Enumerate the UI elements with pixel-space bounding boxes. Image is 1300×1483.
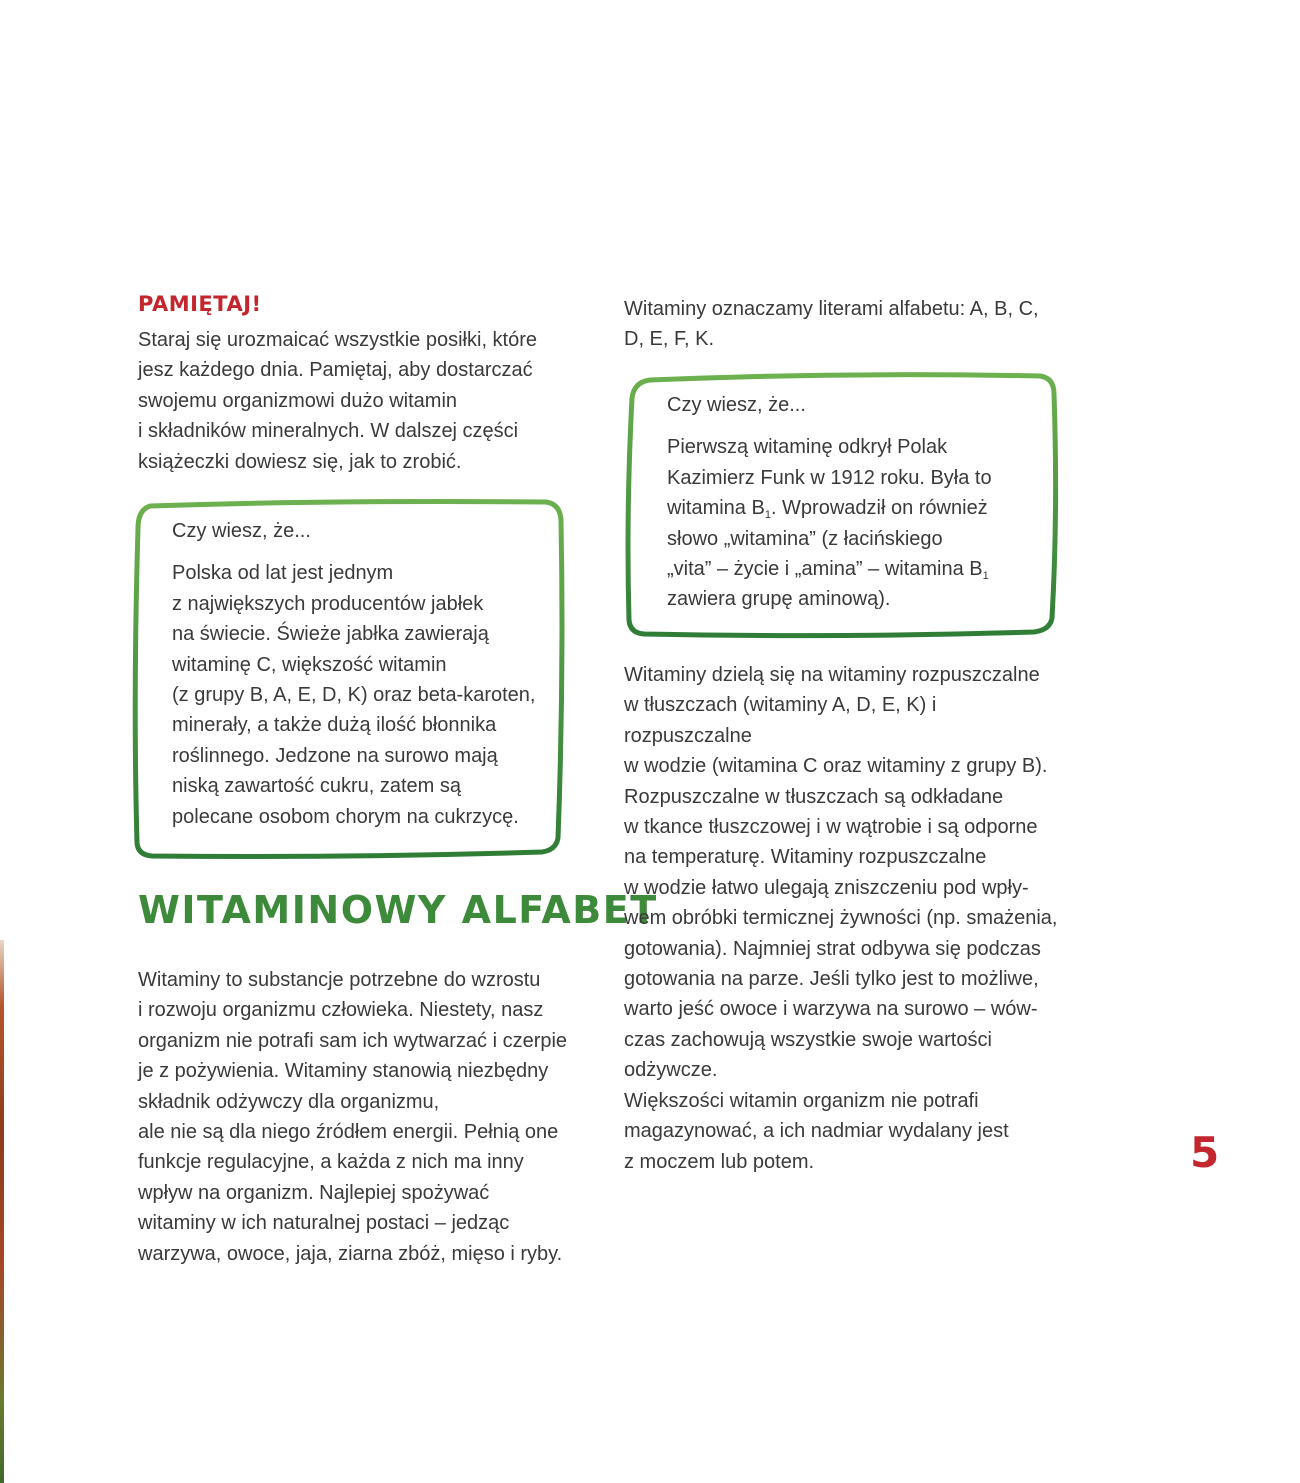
remember-heading: PAMIĘTAJ! (138, 292, 262, 316)
body-line: odżywcze. (624, 1059, 718, 1082)
intro-line: i rozwoju organizmu człowieka. Niestety, nasz (138, 999, 544, 1022)
fact-box-title: Czy wiesz, że... (667, 394, 806, 416)
vitamin-types-paragraph (624, 660, 1064, 1177)
body-line: Witaminy dzielą się na witaminy rozpuszczalne (624, 664, 1040, 686)
intro-line: organizm nie potrafi sam ich wytwarzać i czerpie (138, 1029, 568, 1052)
fact-line: niską zawartość cukru, zatem są (172, 775, 461, 798)
intro-line: funkcje regulacyjne, a każda z nich ma inny (138, 1151, 524, 1174)
fact-text: „vita” – życie i „amina” – witamina B (667, 558, 983, 581)
body-line: w wodzie łatwo ulegają zniszczeniu pod wpły- (624, 876, 1029, 899)
body-line: w tkance tłuszczowej i w wątrobie i są odporne (624, 816, 1038, 839)
fact-line (667, 554, 1042, 584)
body-line: gotowania). Najmniej strat odbywa się podczas (624, 937, 1041, 960)
body-line: gotowania na parze. Jeśli tylko jest to możliwe, (624, 968, 1039, 991)
fact-box-apples (128, 498, 568, 864)
subscript: 1 (764, 509, 771, 522)
fact-line (667, 493, 1042, 523)
alphabet-line: Witaminy oznaczamy literami alfabetu: A, B, C, (624, 298, 1039, 320)
intro-line: wpływ na organizm. Najlepiej spożywać (138, 1181, 490, 1204)
alphabet-line: D, E, F, K. (624, 328, 715, 351)
intro-line: je z pożywienia. Witaminy stanowią niezbędny (138, 1060, 549, 1083)
remember-text (138, 325, 568, 477)
body-line: w tłuszczach (witaminy A, D, E, K) i rozpuszczalne (624, 694, 937, 747)
intro-line: ale nie są dla niego źródłem energii. Pełnią one (138, 1121, 559, 1144)
fact-line: roślinnego. Jedzone na surowo mają (172, 744, 498, 767)
intro-line: Witaminy to substancje potrzebne do wzrostu (138, 969, 541, 991)
remember-line: i składników mineralnych. W dalszej części (138, 420, 519, 443)
fact-line: z największych producentów jabłek (172, 592, 484, 615)
body-line: Rozpuszczalne w tłuszczach są odkładane (624, 785, 1004, 808)
body-line: z moczem lub potem. (624, 1150, 815, 1173)
body-line: w wodzie (witamina C oraz witaminy z grupy B). (624, 755, 1048, 778)
fact-line: Kazimierz Funk w 1912 roku. Była to (667, 466, 992, 489)
fact-line: Pierwszą witaminę odkrył Polak (667, 436, 948, 459)
section-heading: WITAMINOWY ALFABET (138, 888, 658, 932)
fact-box-content (172, 516, 552, 832)
page-number: 5 (1190, 1128, 1220, 1177)
fact-line: Polska od lat jest jednym (172, 562, 394, 585)
fact-line: polecane osobom chorym na cukrzycę. (172, 805, 519, 828)
body-line: czas zachowują wszystkie swoje wartości (624, 1028, 992, 1051)
subscript: 1 (982, 570, 989, 583)
remember-line: jesz każdego dnia. Pamiętaj, aby dostarczać (138, 359, 533, 382)
intro-line: warzywa, owoce, jaja, ziarna zbóż, mięso i ryby. (138, 1242, 563, 1265)
fact-text: witamina B (667, 497, 765, 520)
fact-text: . Wprowadził on również (770, 497, 988, 520)
remember-line: książeczki dowiesz się, jak to zrobić. (138, 450, 462, 473)
fact-line: minerały, a także dużą ilość błonnika (172, 714, 497, 737)
body-line: warto jeść owoce i warzywa na surowo – wów- (624, 998, 1038, 1021)
remember-line: Staraj się urozmaicać wszystkie posiłki, które (138, 329, 538, 351)
intro-paragraph (138, 965, 588, 1269)
intro-line: składnik odżywczy dla organizmu, (138, 1090, 440, 1113)
fact-line: zawiera grupę aminową). (667, 588, 891, 611)
fact-line: na świecie. Świeże jabłka zawierają (172, 623, 489, 646)
fact-line: witaminę C, większość witamin (172, 653, 447, 676)
fact-line: słowo „witamina” (z łacińskiego (667, 527, 943, 550)
fact-box-content (667, 390, 1042, 615)
alphabet-paragraph (624, 294, 1054, 355)
fact-box-funk (622, 372, 1062, 640)
body-line: na temperaturę. Witaminy rozpuszczalne (624, 846, 987, 869)
body-line: wem obróbki termicznej żywności (np. smażenia, (624, 907, 1058, 930)
intro-line: witaminy w ich naturalnej postaci – jedząc (138, 1212, 510, 1235)
body-line: Większości witamin organizm nie potrafi (624, 1089, 979, 1112)
fact-line: (z grupy B, A, E, D, K) oraz beta-karoten, (172, 684, 536, 707)
remember-line: swojemu organizmowi dużo witamin (138, 389, 458, 412)
fact-box-title: Czy wiesz, że... (172, 520, 311, 542)
body-line: magazynować, a ich nadmiar wydalany jest (624, 1120, 1009, 1143)
page-edge-image-strip (0, 940, 4, 1483)
